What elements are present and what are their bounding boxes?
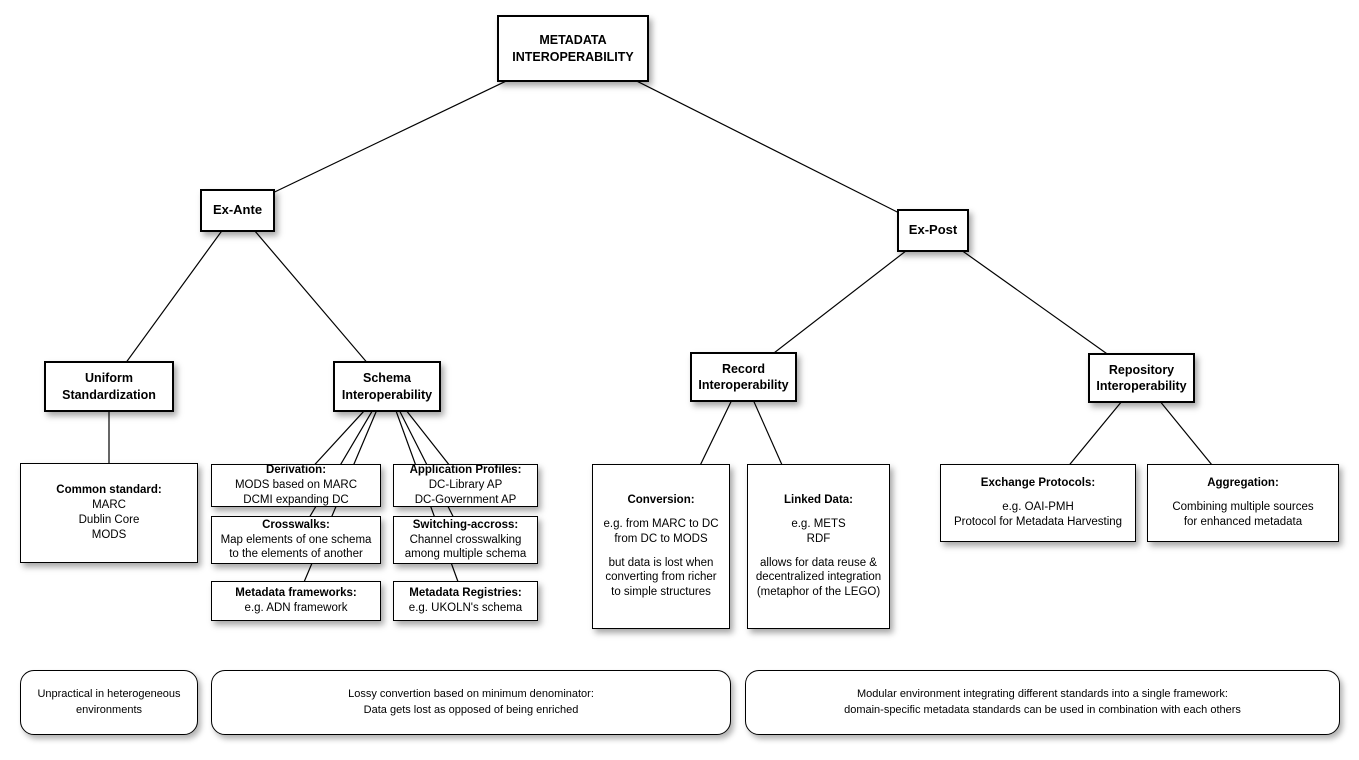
node-exchange-protocols — [940, 464, 1136, 542]
node-line: Protocol for Metadata Harvesting — [953, 515, 1123, 528]
node-derivation — [211, 464, 381, 507]
node-title: Common standard: — [56, 484, 162, 497]
node-ex-ante — [200, 189, 275, 232]
note-line: Lossy convertion based on minimum denominator: — [348, 687, 594, 700]
note-line: Data gets lost as opposed of being enriched — [363, 703, 579, 716]
node-line: Map elements of one schema — [220, 533, 372, 546]
node-label: Repository Interoperability — [1096, 362, 1187, 393]
node-line: to the elements of another — [229, 548, 363, 561]
node-line: Combining multiple sources — [1172, 501, 1314, 514]
node-label: METADATA INTEROPERABILITY — [512, 33, 634, 64]
node-title: Linked Data: — [783, 493, 853, 506]
node-paragraph — [605, 556, 716, 601]
node-line: from DC to MODS — [614, 532, 708, 545]
node-paragraph — [1172, 500, 1313, 530]
node-title: Crosswalks: — [262, 518, 330, 531]
node-line: MODS based on MARC — [234, 479, 358, 492]
node-title: Switching-accross: — [412, 518, 519, 531]
node-ex-post — [897, 209, 969, 252]
node-line: e.g. UKOLN's schema — [408, 602, 523, 614]
node-line: Dublin Core — [78, 514, 140, 526]
node-paragraph — [603, 517, 718, 547]
edge-exante-schema — [237, 210, 387, 386]
node-uniform-standardization — [44, 361, 174, 412]
node-title: Conversion: — [627, 493, 695, 506]
node-schema-interoperability — [333, 361, 441, 412]
node-line: converting from richer — [605, 571, 717, 584]
node-metadata-interoperability — [497, 15, 649, 82]
note-schema — [211, 670, 731, 735]
node-crosswalks — [211, 516, 381, 564]
node-label: Uniform Standardization — [62, 371, 156, 402]
note-ex-post — [745, 670, 1340, 735]
node-line: MARC — [92, 499, 126, 512]
node-line: e.g. OAI-PMH — [1002, 501, 1074, 514]
node-metadata-registries — [393, 581, 538, 621]
node-line: e.g. from MARC to DC — [603, 517, 719, 530]
note-ex-ante — [20, 670, 198, 735]
node-paragraph — [954, 500, 1122, 530]
node-label: Record Interoperability — [698, 361, 789, 392]
node-line: MODS — [91, 528, 127, 541]
node-paragraph — [756, 556, 881, 601]
node-label: Ex-Ante — [212, 202, 263, 218]
node-linked-data — [747, 464, 890, 629]
edge-exante-uniform — [109, 210, 237, 386]
node-line: among multiple schema — [404, 548, 527, 561]
note-line: Unpractical in heterogeneous — [37, 687, 181, 700]
node-line: e.g. METS — [791, 517, 846, 530]
node-line: decentralized integration — [755, 571, 882, 584]
node-line: DC-Library AP — [428, 479, 503, 492]
node-title: Aggregation: — [1207, 477, 1279, 490]
node-line: (metaphor of the LEGO) — [756, 586, 881, 599]
note-line: domain-specific metadata standards can be used in combination with each others — [844, 703, 1241, 716]
node-line: allows for data reuse & — [760, 556, 877, 569]
node-title: Application Profiles: — [409, 464, 522, 477]
note-line: environments — [75, 703, 143, 716]
node-line: e.g. ADN framework — [244, 602, 348, 614]
node-repository-interoperability — [1088, 353, 1195, 403]
node-metadata-frameworks — [211, 581, 381, 621]
node-title: Metadata Registries: — [409, 587, 522, 600]
node-conversion — [592, 464, 730, 629]
node-switching-across — [393, 516, 538, 564]
node-title: Derivation: — [265, 464, 327, 477]
node-line: DC-Government AP — [414, 493, 517, 506]
note-line: Modular environment integrating different standards into a single framework: — [857, 687, 1228, 700]
node-line: but data is lost when — [608, 556, 714, 569]
node-label: Schema Interoperability — [341, 371, 433, 402]
node-common-standard — [20, 463, 198, 563]
node-line: DCMI expanding DC — [243, 493, 349, 506]
node-line: RDF — [806, 532, 831, 545]
node-record-interoperability — [690, 352, 797, 402]
node-title: Exchange Protocols: — [980, 477, 1096, 490]
node-line: Channel crosswalking — [409, 533, 522, 546]
node-title: Metadata frameworks: — [235, 587, 357, 600]
node-label: Ex-Post — [908, 222, 958, 238]
node-line: for enhanced metadata — [1183, 515, 1303, 528]
node-paragraph — [791, 517, 845, 547]
node-line: to simple structures — [611, 586, 711, 599]
node-aggregation — [1147, 464, 1339, 542]
node-application-profiles — [393, 464, 538, 507]
